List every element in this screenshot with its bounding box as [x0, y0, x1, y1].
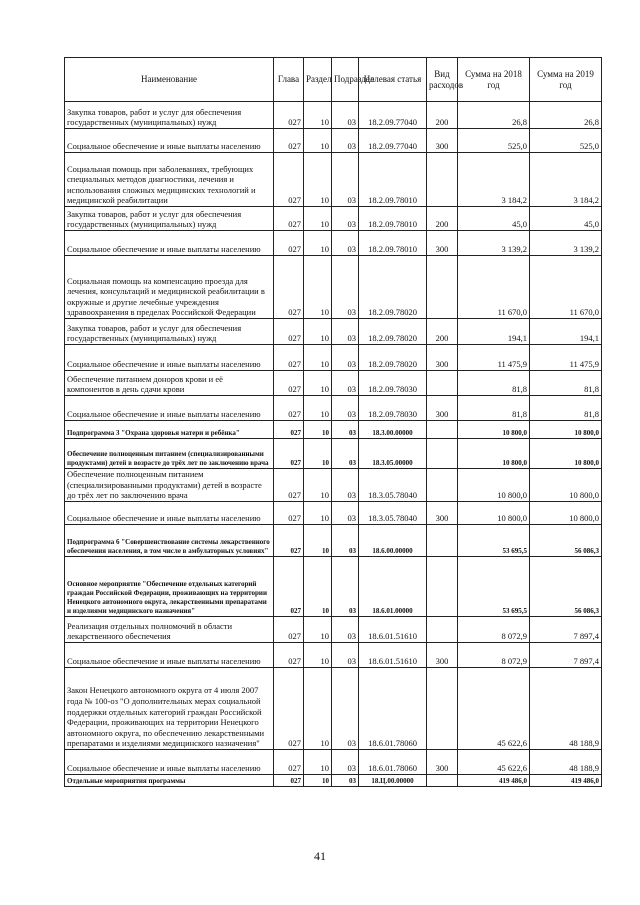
table-row [65, 319, 602, 345]
row-razdel: 10 [304, 231, 332, 256]
table-row [65, 231, 602, 256]
row-razdel: 10 [304, 345, 332, 371]
row-name: Основное мероприятие "Обеспечение отдельных категорий граждан Российской Федерации, проживающих на территории Ненецкого автономного округа, лекарственными препаратами и изделиями медицинского назначения" [65, 557, 274, 617]
row-vid [427, 439, 458, 469]
header-vid: Вид расходов [427, 58, 458, 102]
row-name: Закупка товаров, работ и услуг для обеспечения государственных (муниципальных) нужд [65, 319, 274, 345]
row-sum-2019: 3 184,2 [530, 153, 602, 207]
row-statya: 18.3.05.00000 [359, 439, 427, 469]
row-glava: 027 [274, 617, 304, 643]
row-vid: 300 [427, 231, 458, 256]
table-row [65, 421, 602, 439]
row-sum-2018: 11 670,0 [458, 256, 530, 319]
row-podrazdel: 03 [332, 396, 359, 421]
row-sum-2018: 10 800,0 [458, 469, 530, 502]
row-razdel: 10 [304, 557, 332, 617]
row-glava: 027 [274, 207, 304, 231]
row-statya: 18.2.09.78010 [359, 231, 427, 256]
row-sum-2019: 81,8 [530, 371, 602, 396]
row-sum-2019: 10 800,0 [530, 439, 602, 469]
row-statya: 18.2.09.78010 [359, 153, 427, 207]
row-vid [427, 617, 458, 643]
row-podrazdel: 03 [332, 371, 359, 396]
row-name: Социальное обеспечение и иные выплаты населению [65, 396, 274, 421]
row-vid: 300 [427, 396, 458, 421]
row-razdel: 10 [304, 775, 332, 787]
row-glava: 027 [274, 421, 304, 439]
row-name: Социальная помощь на компенсацию проезда для лечения, консультаций и медицинской реабилитации в окружные и другие лечебные учреждения здравоохранения в пределах Российской Федерации [65, 256, 274, 319]
row-razdel: 10 [304, 469, 332, 502]
row-glava: 027 [274, 557, 304, 617]
row-razdel: 10 [304, 502, 332, 525]
table-row [65, 525, 602, 557]
row-podrazdel: 03 [332, 750, 359, 775]
row-glava: 027 [274, 231, 304, 256]
row-statya: 18.2.09.78020 [359, 345, 427, 371]
row-razdel: 10 [304, 525, 332, 557]
row-glava: 027 [274, 502, 304, 525]
row-name: Обеспечение питанием доноров крови и её компонентов в день сдачи крови [65, 371, 274, 396]
row-statya: 18.6.01.78060 [359, 668, 427, 750]
row-sum-2018: 10 800,0 [458, 502, 530, 525]
row-razdel: 10 [304, 207, 332, 231]
row-name: Социальное обеспечение и иные выплаты населению [65, 231, 274, 256]
row-podrazdel: 03 [332, 421, 359, 439]
row-statya: 18.6.00.00000 [359, 525, 427, 557]
row-statya: 18.2.09.78020 [359, 256, 427, 319]
row-sum-2018: 10 800,0 [458, 439, 530, 469]
row-sum-2018: 81,8 [458, 371, 530, 396]
row-vid [427, 469, 458, 502]
row-sum-2019: 45,0 [530, 207, 602, 231]
row-podrazdel: 03 [332, 102, 359, 129]
row-sum-2019: 48 188,9 [530, 750, 602, 775]
row-vid [427, 153, 458, 207]
row-name: Обеспечение полноценным питанием (специализированными продуктами) детей в возрасте до трёх лет по заключению врача [65, 469, 274, 502]
table-row [65, 371, 602, 396]
row-statya: 18.2.09.78020 [359, 319, 427, 345]
page-number: 41 [314, 849, 326, 863]
row-statya: 18.3.05.78040 [359, 502, 427, 525]
row-sum-2019: 7 897,4 [530, 643, 602, 668]
row-glava: 027 [274, 469, 304, 502]
row-glava: 027 [274, 153, 304, 207]
row-statya: 18.2.09.78010 [359, 207, 427, 231]
row-glava: 027 [274, 102, 304, 129]
row-sum-2018: 3 184,2 [458, 153, 530, 207]
row-sum-2018: 8 072,9 [458, 643, 530, 668]
table-row [65, 775, 602, 787]
table-row [65, 345, 602, 371]
row-podrazdel: 03 [332, 439, 359, 469]
budget-table [64, 57, 602, 787]
row-sum-2019: 81,8 [530, 396, 602, 421]
row-sum-2018: 525,0 [458, 129, 530, 153]
row-sum-2018: 53 695,5 [458, 525, 530, 557]
row-sum-2019: 525,0 [530, 129, 602, 153]
row-sum-2018: 45 622,6 [458, 668, 530, 750]
row-name: Закупка товаров, работ и услуг для обеспечения государственных (муниципальных) нужд [65, 102, 274, 129]
row-sum-2019: 56 086,3 [530, 525, 602, 557]
row-name: Социальное обеспечение и иные выплаты населению [65, 750, 274, 775]
row-glava: 027 [274, 371, 304, 396]
row-razdel: 10 [304, 617, 332, 643]
row-sum-2018: 194,1 [458, 319, 530, 345]
row-sum-2019: 10 800,0 [530, 502, 602, 525]
row-glava: 027 [274, 345, 304, 371]
row-razdel: 10 [304, 319, 332, 345]
row-vid [427, 256, 458, 319]
row-name: Социальное обеспечение и иные выплаты населению [65, 643, 274, 668]
row-sum-2018: 45 622,6 [458, 750, 530, 775]
table-row [65, 207, 602, 231]
row-sum-2018: 26,8 [458, 102, 530, 129]
row-sum-2019: 3 139,2 [530, 231, 602, 256]
row-sum-2019: 7 897,4 [530, 617, 602, 643]
row-razdel: 10 [304, 256, 332, 319]
row-name: Отдельные мероприятия программы [65, 775, 274, 787]
table-row [65, 502, 602, 525]
header-sum-2019: Сумма на 2019 год [530, 58, 602, 102]
row-name: Подпрограмма 6 "Совершенствование системы лекарственного обеспечения населения, в том числе в амбулаторных условиях" [65, 525, 274, 557]
row-sum-2019: 11 475,9 [530, 345, 602, 371]
row-sum-2018: 3 139,2 [458, 231, 530, 256]
header-sum-2018: Сумма на 2018 год [458, 58, 530, 102]
row-razdel: 10 [304, 153, 332, 207]
row-glava: 027 [274, 525, 304, 557]
row-glava: 027 [274, 668, 304, 750]
row-glava: 027 [274, 319, 304, 345]
row-vid: 200 [427, 102, 458, 129]
row-name: Социальное обеспечение и иные выплаты населению [65, 345, 274, 371]
row-glava: 027 [274, 396, 304, 421]
header-glava: Глава [274, 58, 304, 102]
table-row [65, 439, 602, 469]
row-statya: 18.6.01.51610 [359, 617, 427, 643]
row-name: Социальное обеспечение и иные выплаты населению [65, 129, 274, 153]
row-vid [427, 421, 458, 439]
table-row [65, 668, 602, 750]
row-vid [427, 775, 458, 787]
row-glava: 027 [274, 750, 304, 775]
row-sum-2018: 45,0 [458, 207, 530, 231]
row-podrazdel: 03 [332, 207, 359, 231]
table-row [65, 750, 602, 775]
row-name: Закупка товаров, работ и услуг для обеспечения государственных (муниципальных) нужд [65, 207, 274, 231]
row-vid: 300 [427, 345, 458, 371]
row-podrazdel: 03 [332, 129, 359, 153]
row-razdel: 10 [304, 668, 332, 750]
row-sum-2019: 26,8 [530, 102, 602, 129]
row-sum-2019: 194,1 [530, 319, 602, 345]
row-razdel: 10 [304, 129, 332, 153]
row-podrazdel: 03 [332, 319, 359, 345]
header-statya: Целевая статья [359, 58, 427, 102]
row-podrazdel: 03 [332, 617, 359, 643]
row-sum-2019: 10 800,0 [530, 469, 602, 502]
row-statya: 18.6.01.00000 [359, 557, 427, 617]
row-razdel: 10 [304, 102, 332, 129]
row-sum-2019: 11 670,0 [530, 256, 602, 319]
row-podrazdel: 03 [332, 345, 359, 371]
row-vid: 300 [427, 643, 458, 668]
row-glava: 027 [274, 643, 304, 668]
table-row [65, 396, 602, 421]
table-row [65, 256, 602, 319]
row-podrazdel: 03 [332, 525, 359, 557]
row-glava: 027 [274, 439, 304, 469]
row-sum-2018: 8 072,9 [458, 617, 530, 643]
row-name: Подпрограмма 3 "Охрана здоровья матери и ребёнка" [65, 421, 274, 439]
row-podrazdel: 03 [332, 668, 359, 750]
row-razdel: 10 [304, 421, 332, 439]
row-statya: 18.6.01.78060 [359, 750, 427, 775]
row-vid [427, 525, 458, 557]
row-podrazdel: 03 [332, 557, 359, 617]
row-glava: 027 [274, 775, 304, 787]
row-name: Обеспечение полноценным питанием (специализированными продуктами) детей в возрасте до трёх лет по заключению врача [65, 439, 274, 469]
row-name: Закон Ненецкого автономного округа от 4 июля 2007 года № 100-оз "О дополнительных мерах социальной поддержки отдельных категорий граждан Российской Федерации, проживающих на территории Ненецкого автономного округа, по обеспечению лекарственными препаратами и изделиями медицинского назначения" [65, 668, 274, 750]
table-header-row [65, 58, 602, 102]
header-razdel: Раздел [304, 58, 332, 102]
row-razdel: 10 [304, 396, 332, 421]
row-podrazdel: 03 [332, 231, 359, 256]
header-podrazdel: Подраздел [332, 58, 359, 102]
row-vid [427, 371, 458, 396]
row-podrazdel: 03 [332, 256, 359, 319]
row-podrazdel: 03 [332, 153, 359, 207]
row-vid: 300 [427, 129, 458, 153]
row-glava: 027 [274, 256, 304, 319]
row-name: Социальная помощь при заболеваниях, требующих специальных методов диагностики, лечения и использования сложных медицинских технологий и медицинской реабилитации [65, 153, 274, 207]
table-row [65, 469, 602, 502]
row-statya: 18.2.09.78030 [359, 371, 427, 396]
header-name: Наименование [65, 58, 274, 102]
row-sum-2019: 10 800,0 [530, 421, 602, 439]
row-sum-2018: 81,8 [458, 396, 530, 421]
table-row [65, 102, 602, 129]
row-statya: 18.2.09.77040 [359, 129, 427, 153]
row-razdel: 10 [304, 439, 332, 469]
row-sum-2018: 53 695,5 [458, 557, 530, 617]
row-sum-2018: 10 800,0 [458, 421, 530, 439]
row-vid: 300 [427, 502, 458, 525]
table-row [65, 643, 602, 668]
row-statya: 18.3.05.78040 [359, 469, 427, 502]
row-vid: 200 [427, 207, 458, 231]
row-vid: 300 [427, 750, 458, 775]
row-sum-2019: 419 486,0 [530, 775, 602, 787]
table-row [65, 557, 602, 617]
row-razdel: 10 [304, 750, 332, 775]
row-podrazdel: 03 [332, 643, 359, 668]
row-vid [427, 557, 458, 617]
row-statya: 18.2.09.78030 [359, 396, 427, 421]
row-name: Социальное обеспечение и иные выплаты населению [65, 502, 274, 525]
row-glava: 027 [274, 129, 304, 153]
row-razdel: 10 [304, 643, 332, 668]
table-row [65, 129, 602, 153]
row-statya: 18.6.01.51610 [359, 643, 427, 668]
row-name: Реализация отдельных полномочий в области лекарственного обеспечения [65, 617, 274, 643]
row-podrazdel: 03 [332, 502, 359, 525]
row-sum-2018: 11 475,9 [458, 345, 530, 371]
row-sum-2019: 56 086,3 [530, 557, 602, 617]
row-statya: 18.2.09.77040 [359, 102, 427, 129]
row-statya: 18.3.00.00000 [359, 421, 427, 439]
table-row [65, 617, 602, 643]
row-statya: 18.Ц.00.00000 [359, 775, 427, 787]
row-sum-2019: 48 188,9 [530, 668, 602, 750]
row-podrazdel: 03 [332, 775, 359, 787]
row-podrazdel: 03 [332, 469, 359, 502]
row-razdel: 10 [304, 371, 332, 396]
table-row [65, 153, 602, 207]
row-vid: 200 [427, 319, 458, 345]
row-vid [427, 668, 458, 750]
row-sum-2018: 419 486,0 [458, 775, 530, 787]
